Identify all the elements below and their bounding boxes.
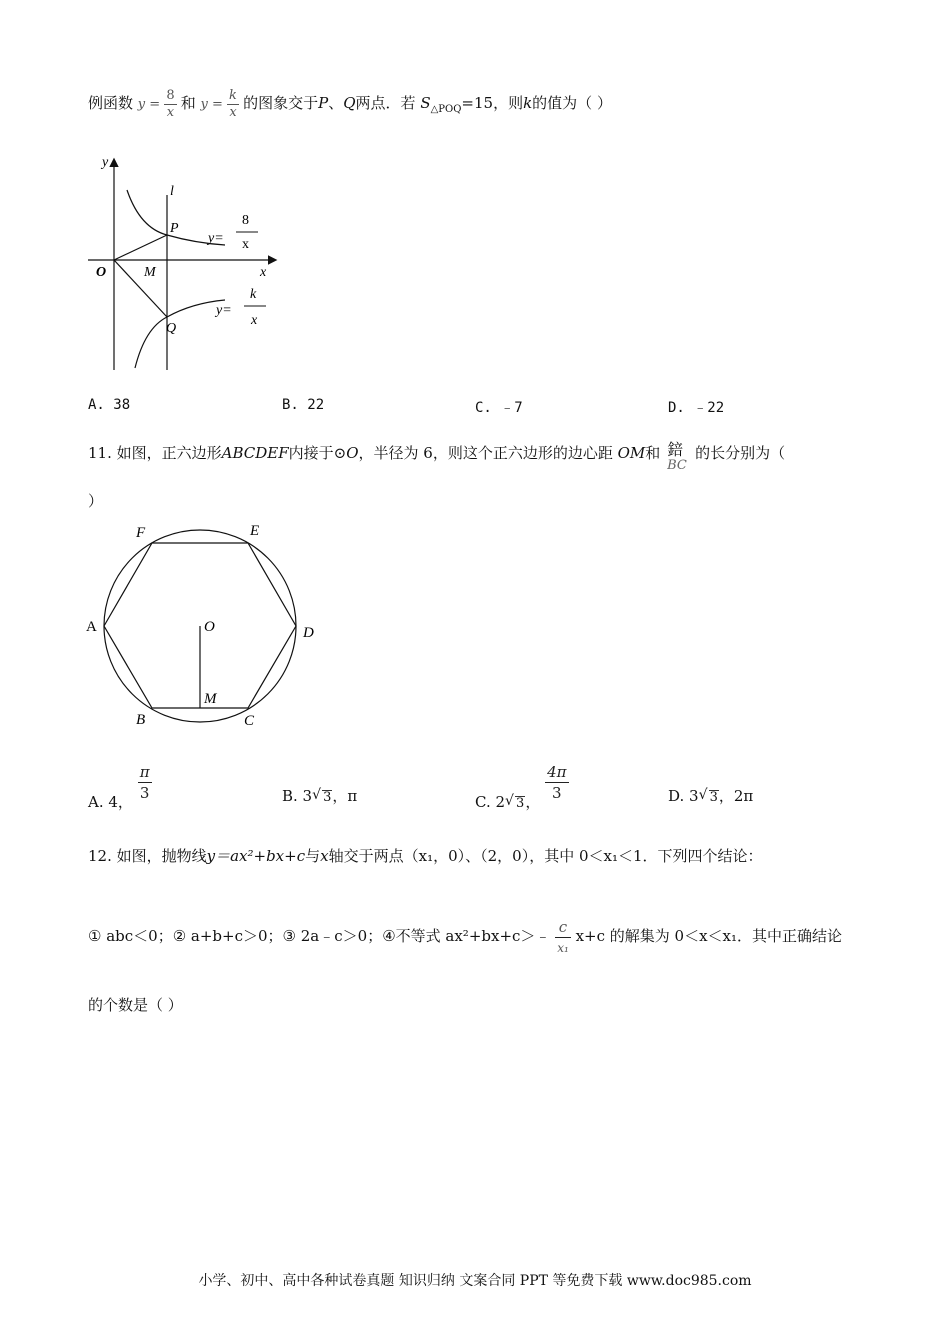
curve-k-over-x	[135, 300, 225, 368]
label-q: Q	[166, 321, 177, 336]
label-o: O	[204, 619, 215, 635]
q11-option-d[interactable]: D. 3√ 3，2π	[668, 785, 753, 806]
page-footer: 小学、初中、高中各种试卷真题 知识归纳 文案合同 PPT 等免费下载 www.doc985.com	[198, 1273, 752, 1289]
label-y: y	[102, 155, 109, 170]
q10-option-d[interactable]: D. ﹣22	[668, 400, 725, 416]
q10-option-c[interactable]: C. ﹣7	[475, 400, 523, 416]
q12-line-3: 的个数是（ ）	[88, 996, 183, 1014]
label-p: P	[170, 221, 179, 236]
q12-line-1: 12. 如图，抛物线y＝ax²+bx+c与x轴交于两点（x₁，0）、（2，0），其中 0＜x₁＜1．下列四个结论：	[88, 847, 763, 865]
q10-option-b[interactable]: B. 22	[282, 397, 325, 413]
q10-and: 和	[180, 94, 196, 112]
q12-line-2: ① abc＜0；② a+b+c＞0；③ 2a﹣c＞0；④不等式 ax²+bx+c＞﹣ $\frac{c}{\text{x₁}}$ x+c 的解集为 0＜x＜x₁．其中正确结论	[88, 908, 842, 964]
curve2-den: x	[251, 313, 258, 328]
q10-prefix: 例函数	[88, 94, 134, 112]
curve1-lhs: y=	[208, 231, 224, 246]
segment-op	[114, 235, 167, 260]
label-d: D	[303, 625, 314, 641]
label-l: l	[170, 184, 174, 199]
label-m: M	[204, 691, 217, 707]
q11-option-b[interactable]: B. 3√ 3，π	[282, 785, 357, 806]
q10-stem: 例函数 y = $\frac{8}{x}$ 和 y = $\frac{k}{x}$ 的图象交于P、Q两点．若 $S_{\triangle POQ}=15$，则k的值为（ ）	[88, 88, 612, 120]
curve2-lhs: y=	[216, 303, 232, 318]
q10-formula-1: y = $\frac{8}{x}$	[137, 88, 175, 120]
label-a: A	[86, 619, 97, 635]
label-f: F	[136, 525, 146, 541]
curve1-num: 8	[242, 213, 249, 228]
label-c: C	[244, 713, 255, 729]
q10-figure	[80, 150, 290, 375]
q10-option-a[interactable]: A. 38	[88, 397, 131, 413]
label-x: x	[260, 265, 267, 280]
q11-option-a[interactable]: A. 4， $\frac{\pi}{3}$	[88, 763, 150, 811]
segment-oq	[114, 260, 167, 317]
q11-figure	[80, 515, 330, 735]
curve1-den: x	[242, 237, 249, 252]
q11-close-paren: ）	[88, 492, 104, 510]
q11-stem: 11. 如图，正六边形ABCDEF内接于⊙O，半径为 6，则这个正六边形的边心距 OM和 錇 BC 的长分别为（	[88, 440, 786, 473]
q11-option-c[interactable]: C. 2√ 3， $\frac{4\pi}{3}$	[475, 762, 569, 803]
curve2-num: k	[250, 287, 257, 302]
label-o: O	[96, 265, 107, 280]
label-b: B	[136, 712, 146, 728]
q10-formula-2: y = $\frac{k}{x}$	[200, 88, 237, 120]
label-e: E	[250, 523, 260, 539]
label-m: M	[144, 265, 156, 280]
